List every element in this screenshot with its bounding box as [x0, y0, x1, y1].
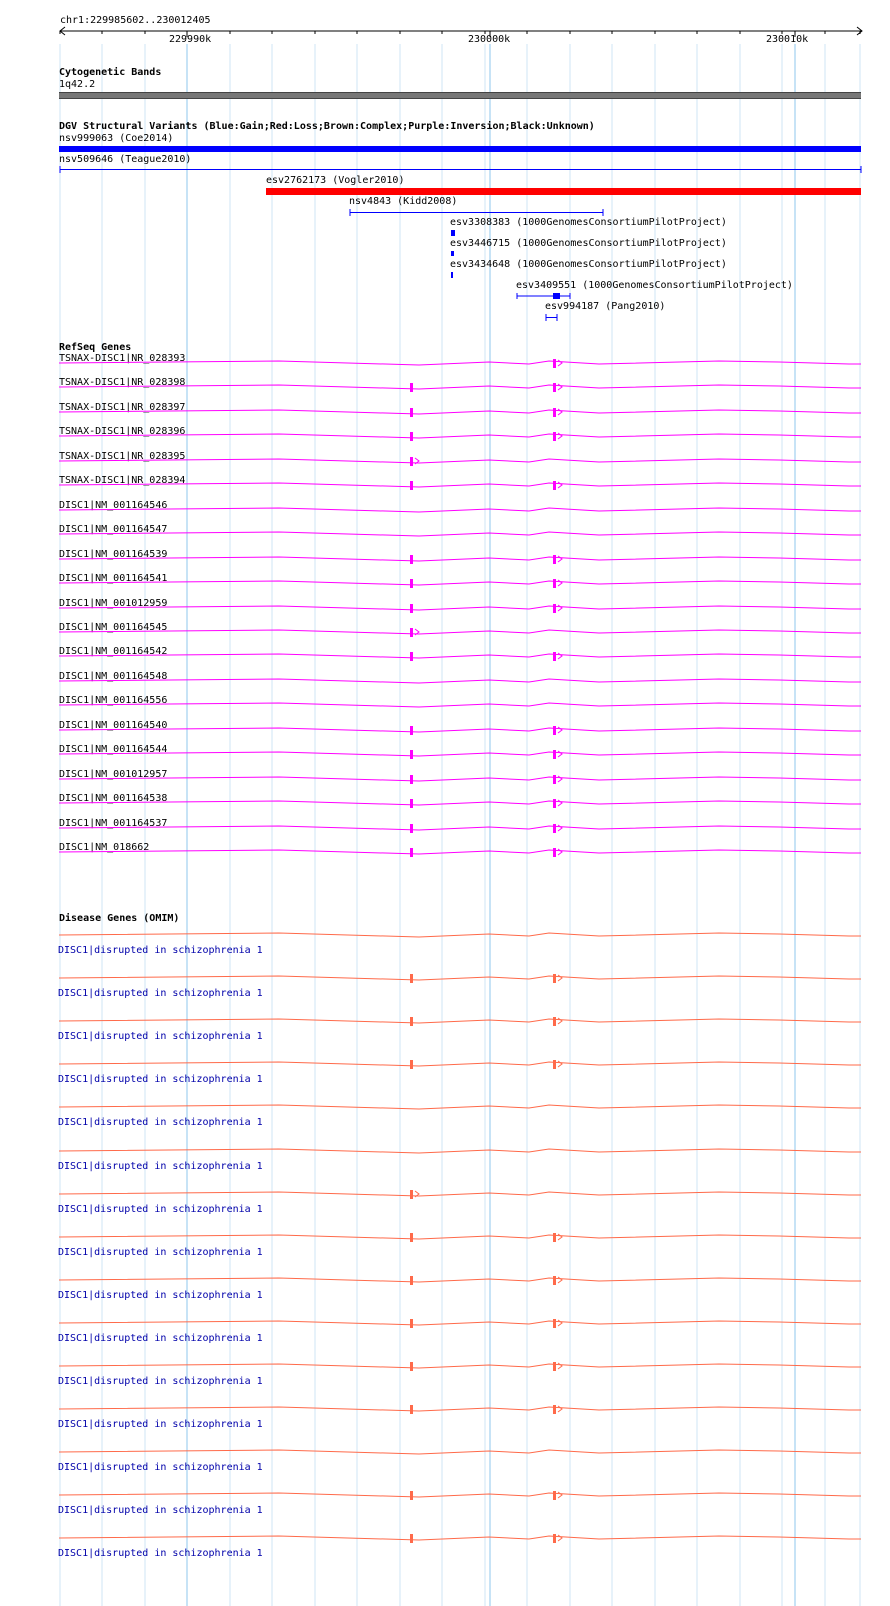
omim-exon	[553, 1491, 556, 1500]
refseq-exon	[553, 383, 556, 392]
refseq-intron-line	[59, 410, 861, 414]
refseq-intron-line	[59, 826, 861, 830]
omim-gene-model[interactable]	[59, 1358, 865, 1374]
refseq-gene-label: TSNAX-DISC1|NR_028395	[59, 450, 186, 462]
dgv-variant-loss-bar[interactable]	[266, 188, 861, 195]
refseq-exon	[410, 750, 413, 759]
refseq-exon	[410, 555, 413, 564]
refseq-exon	[553, 799, 556, 808]
refseq-exon	[410, 457, 413, 466]
strand-chevron-icon	[558, 580, 562, 586]
omim-exon	[553, 1534, 556, 1543]
refseq-intron-line	[59, 679, 861, 683]
refseq-exon	[410, 628, 413, 637]
dgv-variant-label: esv3434648 (1000GenomesConsortiumPilotProject)	[450, 259, 727, 270]
omim-intron-line	[59, 1278, 861, 1282]
omim-exon	[553, 1319, 556, 1328]
refseq-gene-model[interactable]	[59, 548, 865, 567]
refseq-intron-line	[59, 703, 861, 707]
dgv-variant-gain-block[interactable]	[451, 251, 454, 256]
refseq-exon	[410, 604, 413, 613]
refseq-intron-line	[59, 532, 861, 536]
omim-gene-model[interactable]	[59, 1143, 865, 1159]
dgv-variant-label: nsv999063 (Coe2014)	[59, 133, 174, 144]
omim-exon	[410, 1319, 413, 1328]
refseq-gene-model[interactable]	[59, 795, 865, 811]
strand-chevron-icon	[558, 1061, 562, 1067]
omim-gene-model[interactable]	[59, 1186, 865, 1202]
refseq-gene-label: DISC1|NM_018662	[59, 842, 150, 853]
omim-gene-label[interactable]: DISC1|disrupted in schizophrenia 1	[58, 988, 263, 1000]
strand-chevron-icon	[558, 800, 562, 806]
refseq-gene-label: DISC1|NM_001164545	[59, 621, 168, 633]
omim-intron-line	[59, 1493, 861, 1497]
refseq-gene-label: DISC1|NM_001164544	[59, 744, 168, 756]
refseq-intron-line	[59, 728, 861, 732]
refseq-gene-model[interactable]	[59, 817, 865, 836]
strand-chevron-icon	[558, 653, 562, 659]
strand-chevron-icon	[558, 482, 562, 488]
omim-gene-label[interactable]: DISC1|disrupted in schizophrenia 1	[58, 1246, 263, 1258]
refseq-exon	[553, 824, 556, 833]
strand-chevron-icon	[558, 1234, 562, 1240]
refseq-gene-label: DISC1|NM_001164546	[59, 499, 168, 511]
dgv-variant-gain-span[interactable]	[545, 314, 559, 321]
refseq-exon	[410, 824, 413, 833]
dgv-variant-gain-bar[interactable]	[59, 146, 861, 152]
refseq-intron-line	[59, 361, 861, 365]
refseq-gene-model[interactable]	[59, 355, 865, 371]
omim-gene-model[interactable]	[59, 1272, 865, 1288]
omim-track-title: Disease Genes (OMIM)	[59, 913, 180, 924]
refseq-exon	[553, 848, 556, 857]
refseq-gene-model[interactable]	[59, 401, 865, 420]
refseq-exon	[410, 726, 413, 735]
refseq-gene-model[interactable]	[59, 844, 865, 860]
cytoband-bar[interactable]	[59, 92, 861, 99]
ruler-tick-marks	[0, 0, 890, 50]
refseq-gene-label: DISC1|NM_001164538	[59, 793, 168, 805]
omim-exon	[410, 1534, 413, 1543]
omim-exon	[553, 1362, 556, 1371]
refseq-gene-label: DISC1|NM_001012957	[59, 768, 168, 780]
refseq-intron-line	[59, 752, 861, 756]
omim-exon	[553, 1060, 556, 1069]
dgv-variant-gain-span[interactable]	[349, 209, 605, 216]
dgv-variant-label: esv3409551 (1000GenomesConsortiumPilotProject)	[516, 280, 793, 291]
strand-chevron-icon	[558, 605, 562, 611]
cytoband-track-title: Cytogenetic Bands	[59, 67, 162, 78]
refseq-gene-label: DISC1|NM_001012959	[59, 597, 168, 609]
refseq-gene-model[interactable]	[59, 575, 865, 591]
omim-gene-label[interactable]: DISC1|disrupted in schizophrenia 1	[58, 1332, 263, 1344]
dgv-variant-label: esv2762173 (Vogler2010)	[266, 175, 405, 186]
refseq-exon	[410, 652, 413, 661]
strand-chevron-icon	[558, 776, 562, 782]
omim-intron-line	[59, 1407, 861, 1411]
omim-intron-line	[59, 1192, 861, 1196]
dgv-variant-label: esv994187 (Pang2010)	[545, 301, 666, 312]
refseq-intron-line	[59, 459, 861, 463]
refseq-exon	[553, 604, 556, 613]
omim-gene-model[interactable]	[59, 970, 865, 986]
refseq-gene-label: DISC1|NM_001164547	[59, 524, 168, 536]
refseq-gene-label: DISC1|NM_001164540	[59, 719, 168, 731]
strand-chevron-icon	[558, 384, 562, 390]
refseq-intron-line	[59, 508, 861, 512]
omim-exon	[553, 974, 556, 983]
refseq-exon	[410, 432, 413, 441]
omim-gene-model[interactable]	[59, 1487, 865, 1503]
refseq-gene-label: DISC1|NM_001164537	[59, 817, 168, 829]
strand-chevron-icon	[558, 1277, 562, 1283]
dgv-variant-label: esv3446715 (1000GenomesConsortiumPilotProject)	[450, 238, 727, 249]
omim-intron-line	[59, 1321, 861, 1325]
omim-exon	[553, 1233, 556, 1242]
omim-gene-label[interactable]: DISC1|disrupted in schizophrenia 1	[58, 1203, 263, 1215]
omim-exon	[410, 1362, 413, 1371]
omim-gene-label[interactable]: DISC1|disrupted in schizophrenia 1	[58, 1505, 263, 1517]
refseq-gene-label: DISC1|NM_001164541	[59, 573, 168, 585]
refseq-gene-label: DISC1|NM_001164556	[59, 695, 168, 707]
cytoband-label: 1q42.2	[59, 79, 96, 90]
refseq-gene-label: DISC1|NM_001164548	[59, 670, 168, 682]
refseq-intron-line	[59, 654, 861, 658]
omim-gene-model[interactable]	[59, 927, 865, 943]
strand-chevron-icon	[558, 751, 562, 757]
refseq-intron-line	[59, 630, 861, 634]
omim-exon	[410, 1491, 413, 1500]
refseq-gene-model[interactable]	[59, 670, 865, 689]
refseq-exon	[553, 579, 556, 588]
refseq-intron-line	[59, 801, 861, 805]
strand-chevron-icon	[558, 1492, 562, 1498]
refseq-gene-model[interactable]	[59, 768, 865, 787]
refseq-exon	[553, 432, 556, 441]
strand-chevron-icon	[558, 1363, 562, 1369]
refseq-exon	[410, 579, 413, 588]
refseq-exon	[410, 775, 413, 784]
dgv-variant-label: nsv509646 (Teague2010)	[59, 154, 192, 165]
omim-intron-line	[59, 1364, 861, 1368]
strand-chevron-icon	[558, 727, 562, 733]
refseq-exon	[553, 750, 556, 759]
refseq-exon	[410, 799, 413, 808]
omim-gene-label[interactable]: DISC1|disrupted in schizophrenia 1	[58, 1548, 263, 1560]
strand-chevron-icon	[558, 849, 562, 855]
strand-chevron-icon	[558, 1535, 562, 1541]
refseq-gene-label: DISC1|NM_001164539	[59, 548, 168, 560]
omim-gene-model[interactable]	[59, 1229, 865, 1245]
omim-gene-model[interactable]	[59, 1530, 865, 1546]
omim-exon	[410, 1060, 413, 1069]
dgv-variant-gain-span[interactable]	[59, 166, 863, 173]
refseq-gene-model[interactable]	[59, 597, 865, 616]
refseq-gene-model[interactable]	[59, 746, 865, 762]
refseq-intron-line	[59, 483, 861, 487]
refseq-exon	[553, 359, 556, 368]
omim-gene-label[interactable]: DISC1|disrupted in schizophrenia 1	[58, 1289, 263, 1301]
omim-intron-line	[59, 1149, 861, 1153]
refseq-exon	[410, 408, 413, 417]
dgv-variant-gain-span[interactable]	[516, 292, 572, 300]
refseq-gene-model[interactable]	[59, 450, 865, 469]
omim-gene-label[interactable]: DISC1|disrupted in schizophrenia 1	[58, 1419, 263, 1431]
refseq-intron-line	[59, 557, 861, 561]
omim-exon	[553, 1017, 556, 1026]
omim-intron-line	[59, 1019, 861, 1023]
omim-gene-model[interactable]	[59, 1099, 865, 1115]
omim-gene-label[interactable]: DISC1|disrupted in schizophrenia 1	[58, 1462, 263, 1474]
strand-chevron-icon	[558, 1320, 562, 1326]
omim-intron-line	[59, 1062, 861, 1066]
omim-gene-model[interactable]	[59, 1444, 865, 1460]
ruler-tick-label-229990k: 229990k	[169, 34, 212, 45]
omim-gene-model[interactable]	[59, 1013, 865, 1029]
omim-intron-line	[59, 1105, 861, 1109]
omim-gene-model[interactable]	[59, 1056, 865, 1072]
omim-gene-label[interactable]: DISC1|disrupted in schizophrenia 1	[58, 1117, 263, 1129]
refseq-gene-model[interactable]	[59, 526, 865, 542]
omim-gene-label[interactable]: DISC1|disrupted in schizophrenia 1	[58, 1376, 263, 1387]
refseq-exon	[410, 848, 413, 857]
omim-intron-line	[59, 1536, 861, 1540]
refseq-intron-line	[59, 385, 861, 389]
ruler-tick-label-230010k: 230010k	[766, 34, 809, 45]
refseq-exon	[410, 383, 413, 392]
omim-intron-line	[59, 1235, 861, 1239]
refseq-intron-line	[59, 850, 861, 854]
refseq-gene-model[interactable]	[59, 499, 865, 518]
strand-chevron-icon	[558, 1018, 562, 1024]
refseq-gene-model[interactable]	[59, 477, 865, 493]
omim-exon	[410, 1276, 413, 1285]
refseq-gene-model[interactable]	[59, 621, 865, 640]
refseq-gene-label: TSNAX-DISC1|NR_028398	[59, 377, 186, 389]
refseq-intron-line	[59, 777, 861, 781]
omim-intron-line	[59, 976, 861, 980]
dgv-track-title: DGV Structural Variants (Blue:Gain;Red:Loss;Brown:Complex;Purple:Inversion;Black:Unknown)	[59, 121, 595, 132]
omim-gene-label[interactable]: DISC1|disrupted in schizophrenia 1	[58, 1074, 263, 1086]
refseq-exon	[553, 555, 556, 564]
omim-gene-label[interactable]: DISC1|disrupted in schizophrenia 1	[58, 1031, 263, 1043]
omim-exon	[410, 1190, 413, 1199]
omim-intron-line	[59, 933, 861, 937]
strand-chevron-icon	[558, 409, 562, 415]
strand-chevron-icon	[558, 825, 562, 831]
refseq-exon	[553, 775, 556, 784]
refseq-exon	[410, 481, 413, 490]
refseq-track-title: RefSeq Genes	[59, 342, 132, 353]
dgv-variant-gain-block[interactable]	[451, 230, 455, 236]
dgv-variant-label: esv3308383 (1000GenomesConsortiumPilotProject)	[450, 217, 727, 228]
refseq-gene-model[interactable]	[59, 719, 865, 738]
refseq-gene-model[interactable]	[59, 697, 865, 713]
refseq-gene-label: TSNAX-DISC1|NR_028397	[59, 401, 186, 413]
omim-gene-label[interactable]: DISC1|disrupted in schizophrenia 1	[58, 945, 263, 956]
refseq-intron-line	[59, 606, 861, 610]
refseq-exon	[553, 652, 556, 661]
omim-gene-model[interactable]	[59, 1315, 865, 1331]
omim-gene-label[interactable]: DISC1|disrupted in schizophrenia 1	[58, 1160, 263, 1172]
refseq-gene-model[interactable]	[59, 379, 865, 395]
refseq-gene-model[interactable]	[59, 648, 865, 664]
dgv-variant-label: nsv4843 (Kidd2008)	[349, 196, 458, 207]
refseq-exon	[553, 726, 556, 735]
strand-chevron-icon	[558, 433, 562, 439]
refseq-gene-label: TSNAX-DISC1|NR_028396	[59, 426, 186, 438]
omim-exon	[410, 974, 413, 983]
omim-exon	[553, 1276, 556, 1285]
refseq-exon	[553, 408, 556, 417]
refseq-gene-model[interactable]	[59, 428, 865, 444]
refseq-intron-line	[59, 434, 861, 438]
omim-exon	[410, 1405, 413, 1414]
region-label: chr1:229985602..230012405	[60, 15, 211, 26]
strand-chevron-icon	[558, 360, 562, 366]
refseq-gene-label: TSNAX-DISC1|NR_028393	[59, 353, 186, 364]
refseq-gene-label: DISC1|NM_001164542	[59, 646, 168, 658]
ruler-tick-label-230000k: 230000k	[468, 34, 511, 45]
refseq-intron-line	[59, 581, 861, 585]
strand-chevron-icon	[558, 556, 562, 562]
omim-gene-model[interactable]	[59, 1401, 865, 1417]
refseq-gene-label: TSNAX-DISC1|NR_028394	[59, 475, 186, 487]
strand-chevron-icon	[558, 975, 562, 981]
strand-chevron-icon	[558, 1406, 562, 1412]
refseq-exon	[553, 481, 556, 490]
dgv-variant-gain-block[interactable]	[451, 272, 453, 278]
omim-exon	[410, 1233, 413, 1242]
omim-intron-line	[59, 1450, 861, 1454]
omim-exon	[410, 1017, 413, 1026]
omim-exon	[553, 1405, 556, 1414]
